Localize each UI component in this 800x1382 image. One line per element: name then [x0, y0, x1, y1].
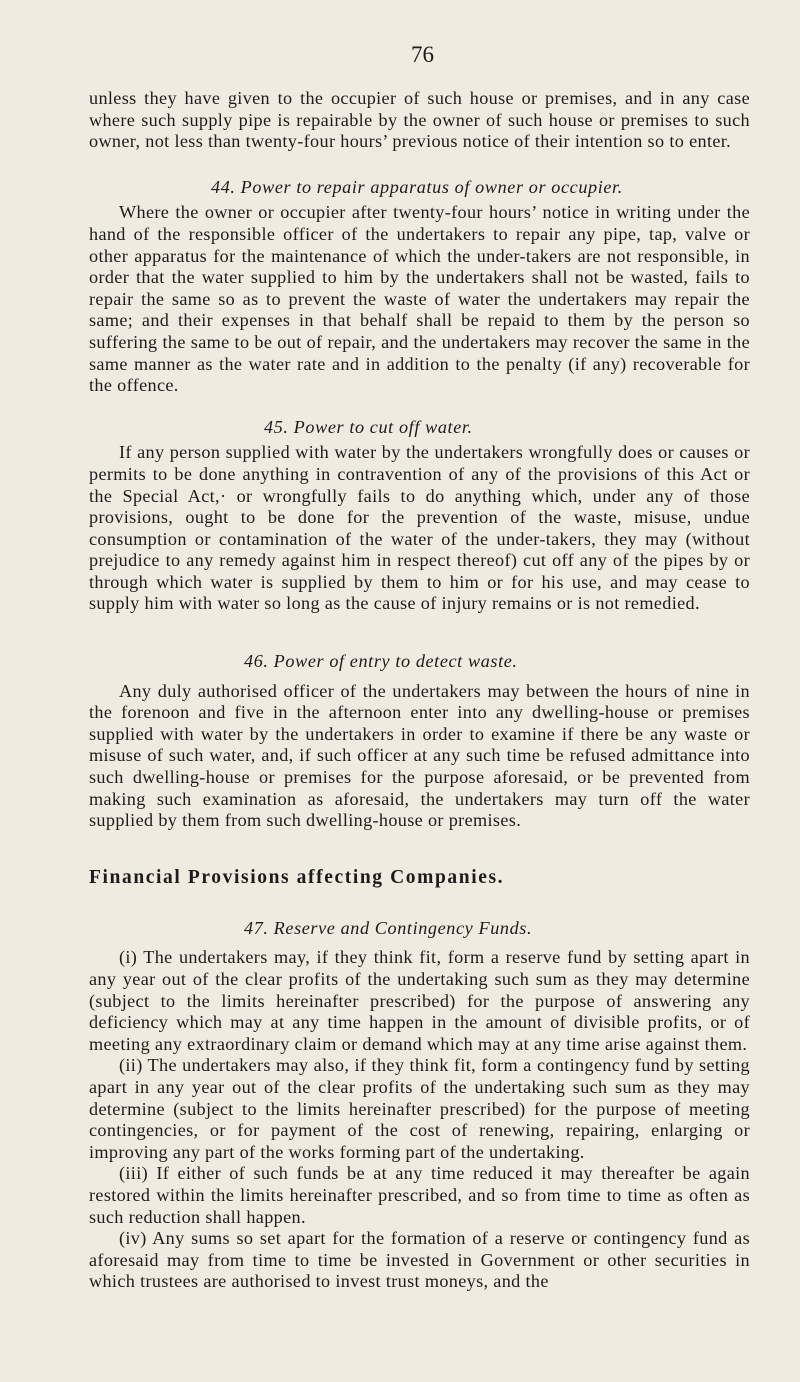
section-44-body: Where the owner or occupier after twenty-four hours’ notice in writing under the hand of the responsible officer of the undertakers to repair any pipe, tap, valve or other apparatus for the maintenance of which the under-takers are not responsible, in order that the water supplied to him by the undertakers shall not be wasted, fails to repair the same so as to prevent the waste of water the undertakers may repair the same; and their expenses in that behalf shall be repaid to them by the person so suffering the same to be out of repair, and the undertakers may recover the same in the same manner as the water rate and in addition to the penalty (if any) recoverable for the offence. [89, 202, 750, 396]
section-44-heading: 44. Power to repair apparatus of owner or occupier. [211, 176, 623, 197]
section-47-paragraph-iv: (iv) Any sums so set apart for the formation of a reserve or contingency fund as aforesaid may from time to time be invested in Government or other securities in which trustees are authorised to invest trust moneys, and the [89, 1228, 750, 1292]
page-number: 76 [411, 42, 434, 67]
section-47-paragraph-iii: (iii) If either of such funds be at any time reduced it may thereafter be again restored within the limits hereinafter prescribed, and so from time to time as often as such reduction shall happen. [89, 1163, 750, 1227]
section-45-heading: 45. Power to cut off water. [264, 416, 473, 437]
part-heading: Financial Provisions affecting Companies. [89, 866, 505, 888]
section-47-paragraph-ii: (ii) The undertakers may also, if they think fit, form a contingency fund by setting apart in any year out of the clear profits of the undertaking such sum as they may determine (subject to the limits hereinafter prescribed) for the purpose of meeting contingencies, or for payment of the cost of renewing, repairing, enlarging or improving any part of the works forming part of the undertaking. [89, 1055, 750, 1162]
section-46-body: Any duly authorised officer of the undertakers may between the hours of nine in the forenoon and five in the afternoon enter into any dwelling-house or premises supplied with water by the undertakers in order to examine if there be any waste or misuse of such water, and, if such officer at any such time be refused admittance into such dwelling-house or premises for the purpose aforesaid, or be prevented from making such examination as aforesaid, the undertakers may turn off the water supplied by them from such dwelling-house or premises. [89, 680, 750, 831]
section-47-heading: 47. Reserve and Contingency Funds. [244, 917, 533, 938]
section-47-paragraph-i: (i) The undertakers may, if they think fit, form a reserve fund by setting apart in any year out of the clear profits of the undertaking such sum as they may determine (subject to the limits hereinafter prescribed) for the purpose of answering any deficiency which may at any time happen in the amount of divisible profits, or of meeting any extraordinary claim or demand which may at any time arise against them. [89, 947, 750, 1054]
opening-paragraph: unless they have given to the occupier of such house or premises, and in any case where such supply pipe is repairable by the owner of such house or premises to such owner, not less than twenty-four hours’ previous notice of their intention so to enter. [89, 88, 750, 152]
section-45-body: If any person supplied with water by the undertakers wrongfully does or causes or permits to be done anything in contravention of any of the provisions of this Act or the Special Act,· or wrongfully fails to do anything which, under any of those provisions, ought to be done for the prevention of the waste, misuse, undue consumption or contamination of the water of the under-takers, they may (without prejudice to any remedy against him in respect thereof) cut off any of the pipes by or through which water is supplied by them to him or for his use, and may cease to supply him with water so long as the cause of injury remains or is not remedied. [89, 442, 750, 614]
section-46-heading: 46. Power of entry to detect waste. [244, 651, 518, 672]
